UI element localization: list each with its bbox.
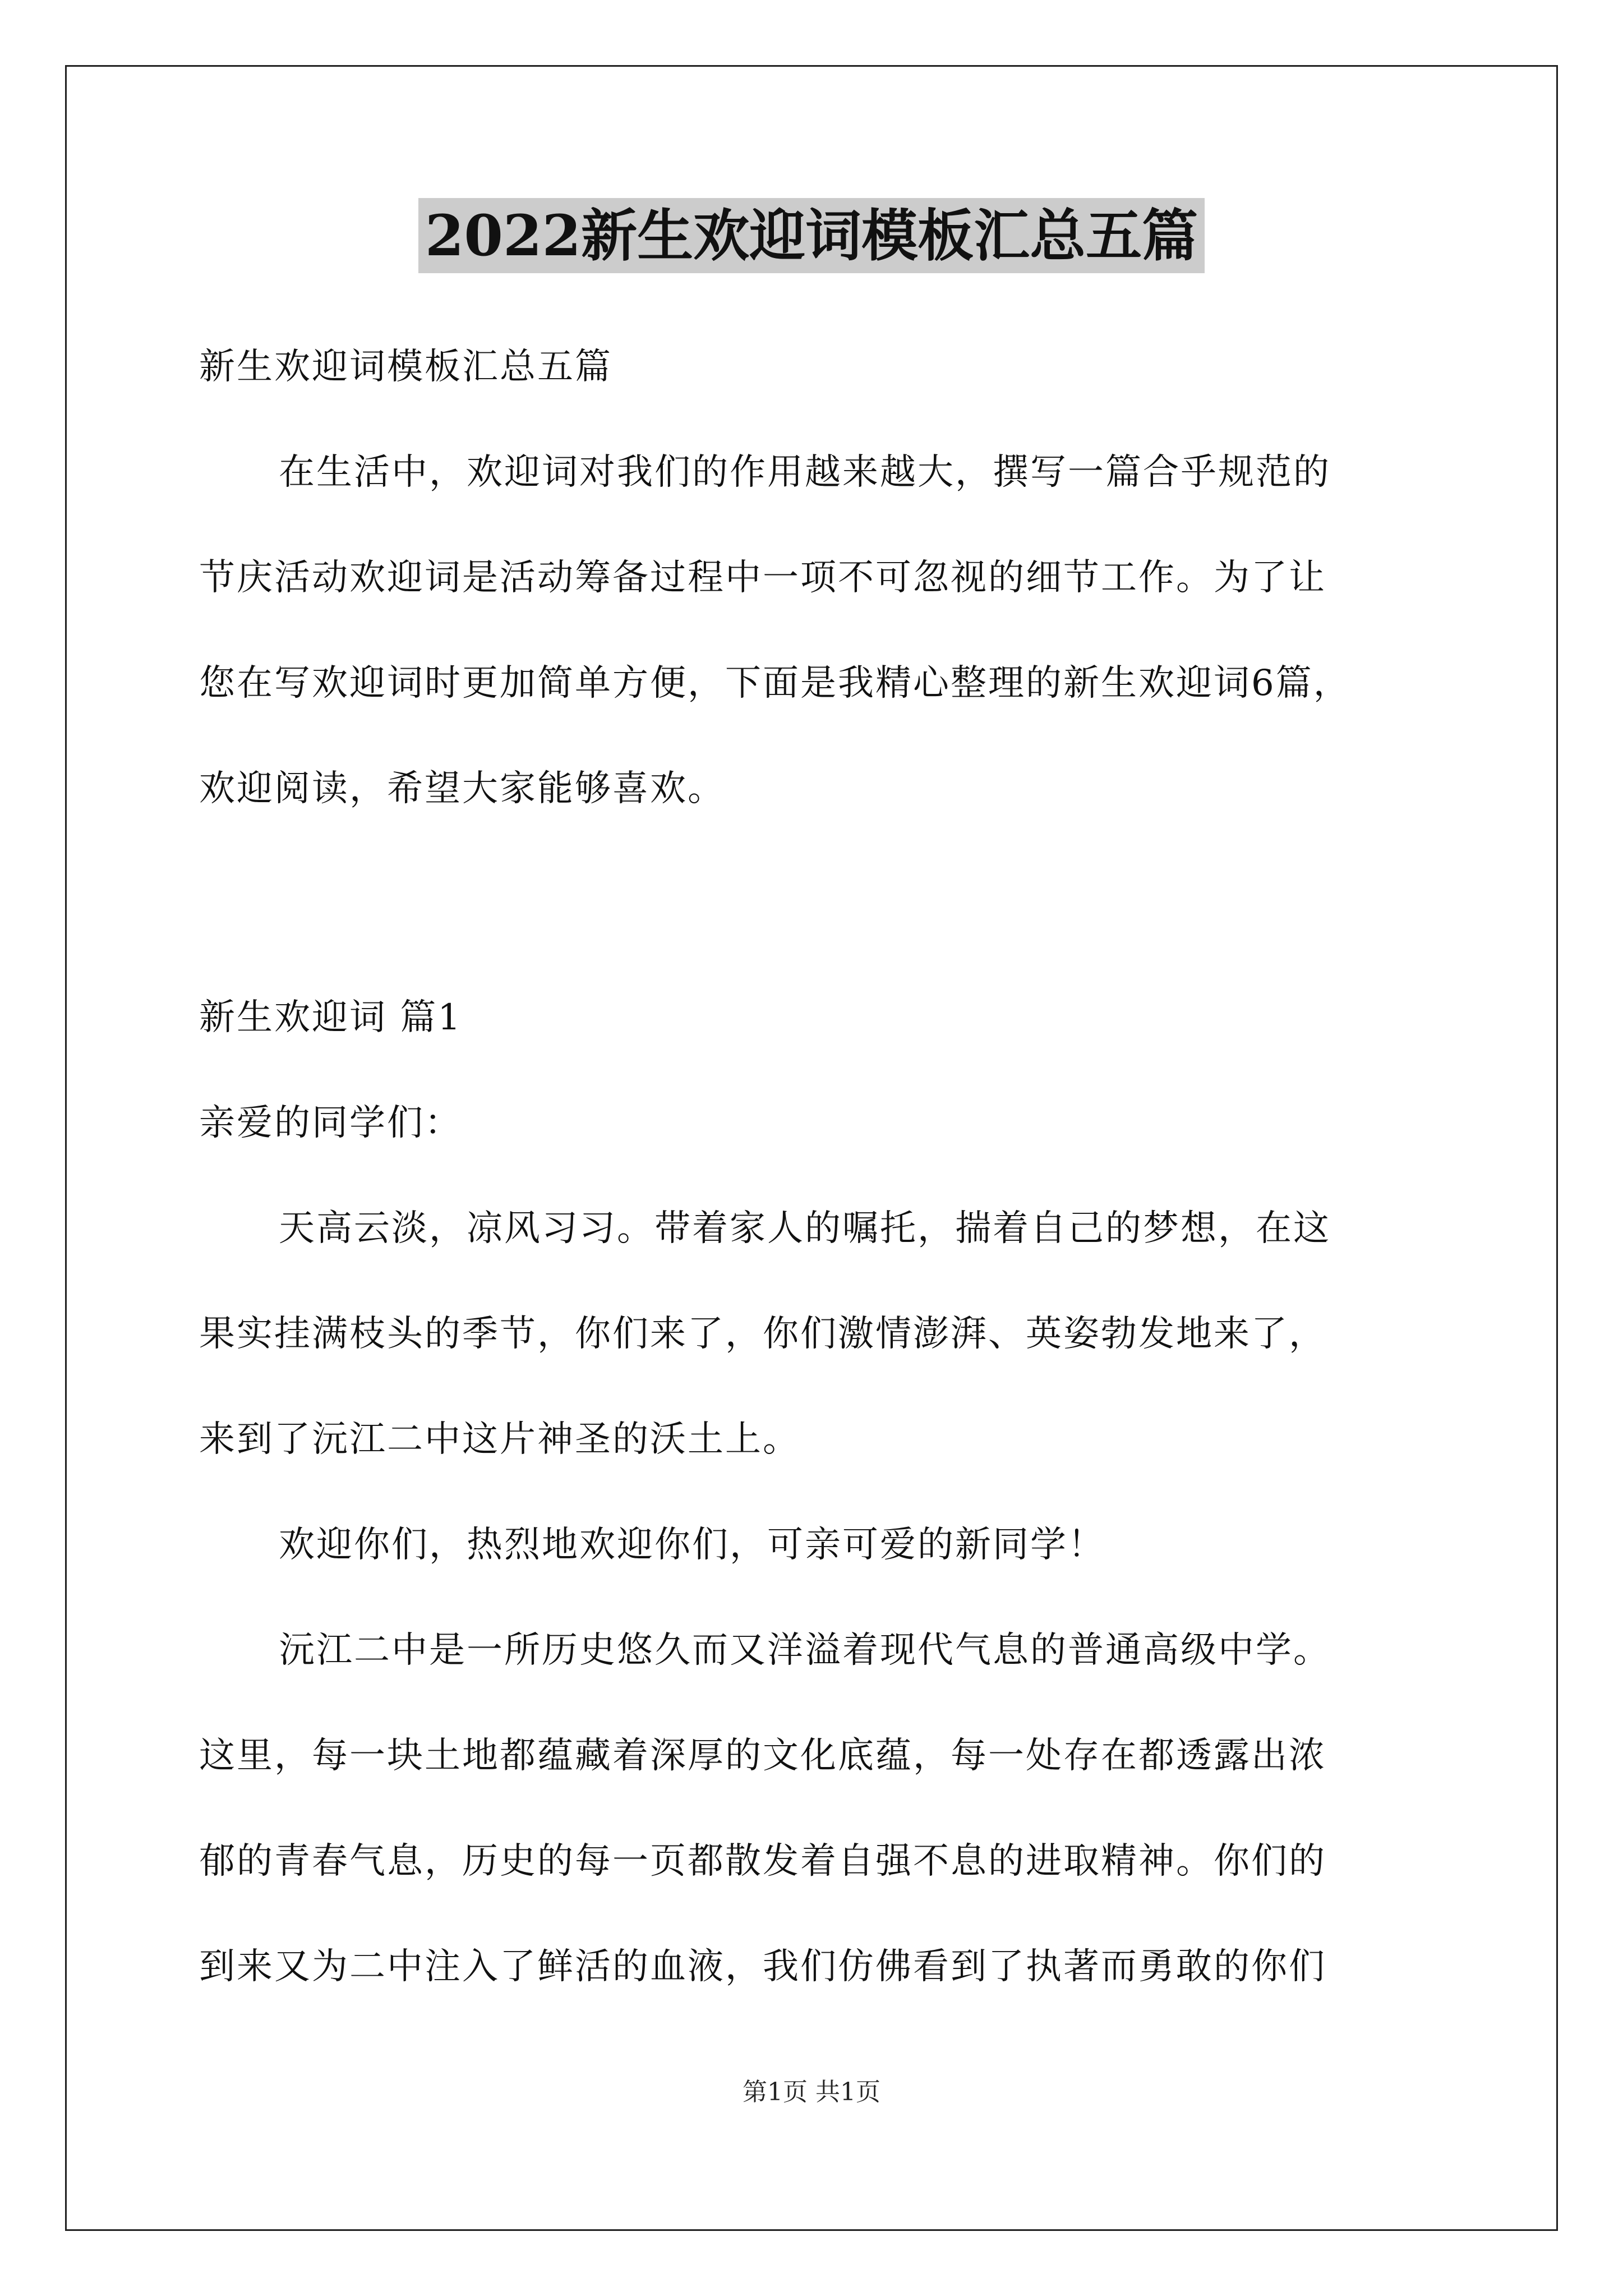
document-title-text: 2022新生欢迎词模板汇总五篇	[418, 198, 1205, 273]
para1-line-1: 天高云淡，凉风习习。带着家人的嘱托，揣着自己的梦想，在这	[279, 1208, 1331, 1249]
para3-line-1: 沅江二中是一所历史悠久而又洋溢着现代气息的普通高级中学。	[279, 1630, 1331, 1671]
para2-line-1: 欢迎你们，热烈地欢迎你们，可亲可爱的新同学！	[279, 1524, 1105, 1566]
para3-line-3: 郁的青春气息，历史的每一页都散发着自强不息的进取精神。你们的	[199, 1841, 1326, 1882]
intro-line-3: 您在写欢迎词时更加简单方便，下面是我精心整理的新生欢迎词6篇，	[199, 662, 1351, 704]
section-heading: 新生欢迎词 篇1	[199, 997, 463, 1038]
para3-line-4: 到来又为二中注入了鲜活的血液，我们仿佛看到了执著而勇敢的你们	[199, 1946, 1326, 1987]
para1-line-3: 来到了沅江二中这片神圣的沃土上。	[199, 1419, 800, 1460]
document-title	[0, 196, 1623, 275]
salutation: 亲爱的同学们：	[199, 1102, 462, 1144]
intro-line-4: 欢迎阅读，希望大家能够喜欢。	[199, 768, 725, 809]
intro-line-2: 节庆活动欢迎词是活动筹备过程中一项不可忽视的细节工作。为了让	[199, 557, 1326, 599]
para1-line-2: 果实挂满枝头的季节，你们来了，你们激情澎湃、英姿勃发地来了，	[199, 1313, 1326, 1355]
para3-line-2: 这里，每一块土地都蕴藏着深厚的文化底蕴，每一处存在都透露出浓	[199, 1735, 1326, 1777]
subtitle: 新生欢迎词模板汇总五篇	[199, 346, 612, 388]
page-footer: 第1页 共1页	[743, 2078, 880, 2106]
document-body	[199, 314, 1467, 841]
intro-line-1: 在生活中，欢迎词对我们的作用越来越大，撰写一篇合乎规范的	[279, 452, 1331, 493]
section-1	[199, 965, 1467, 2019]
